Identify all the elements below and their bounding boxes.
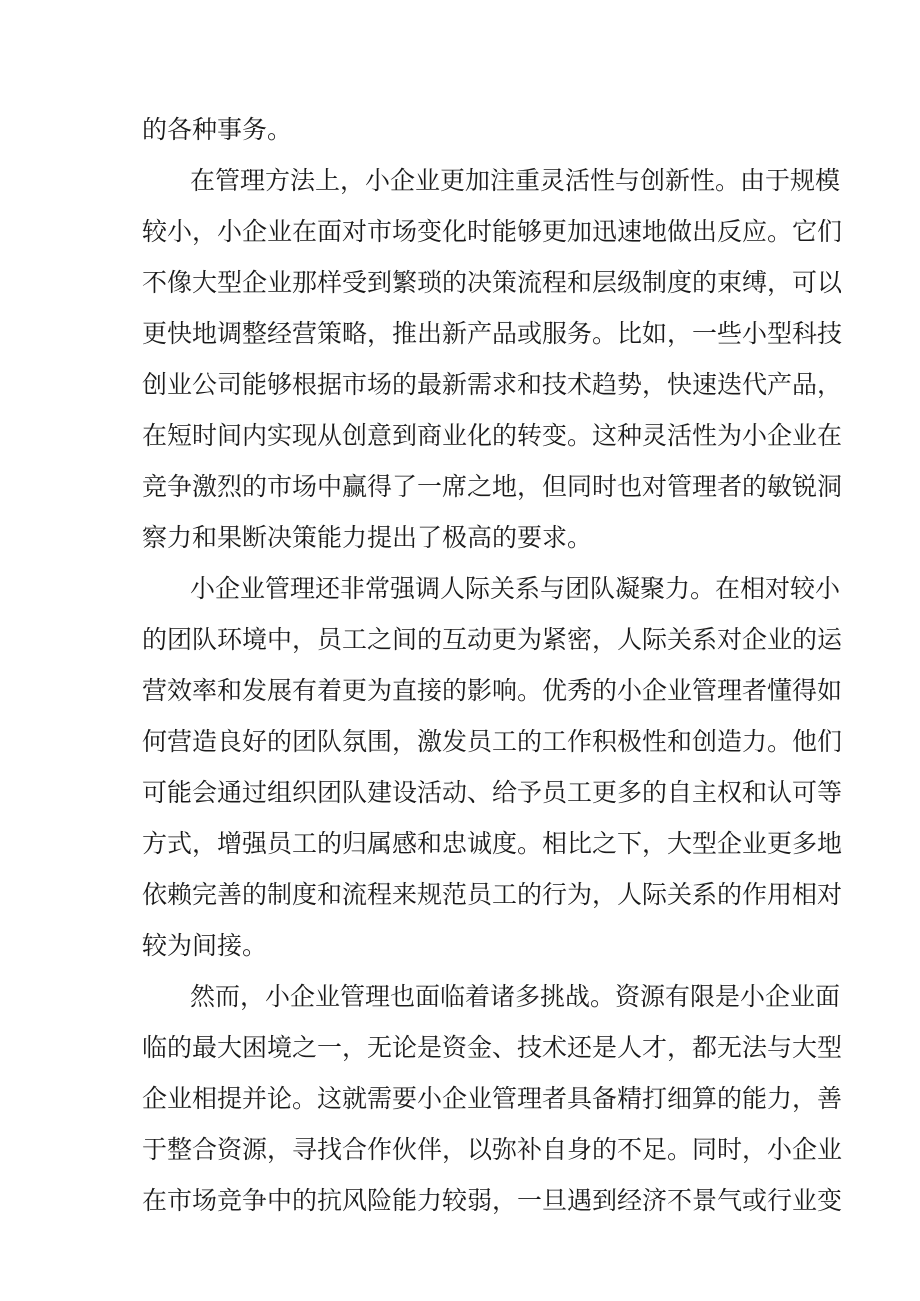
- text-line: 临的最大困境之一，无论是资金、技术还是人才，都无法与大型: [142, 1033, 843, 1062]
- text-line: 在短时间内实现从创意到商业化的转变。这种灵活性为小企业在: [142, 421, 843, 450]
- text-line: 较为间接。: [142, 931, 268, 960]
- text-line: 方式，增强员工的归属感和忠诚度。相比之下，大型企业更多地: [142, 829, 843, 858]
- text-line: 于整合资源，寻找合作伙伴，以弥补自身的不足。同时，小企业: [142, 1135, 843, 1164]
- text-line: 不像大型企业那样受到繁琐的决策流程和层级制度的束缚，可以: [142, 268, 843, 297]
- text-line: 更快地调整经营策略，推出新产品或服务。比如，一些小型科技: [142, 319, 843, 348]
- text-line: 的各种事务。: [142, 115, 293, 144]
- paragraph-first-line: 在管理方法上，小企业更加注重灵活性与创新性。由于规模: [190, 166, 841, 195]
- text-line: 何营造良好的团队氛围，激发员工的工作积极性和创造力。他们: [142, 727, 843, 756]
- text-line: 的团队环境中，员工之间的互动更为紧密，人际关系对企业的运: [142, 625, 843, 654]
- text-line: 企业相提并论。这就需要小企业管理者具备精打细算的能力，善: [142, 1084, 843, 1113]
- text-line: 依赖完善的制度和流程来规范员工的行为，人际关系的作用相对: [142, 880, 843, 909]
- paragraph-first-line: 小企业管理还非常强调人际关系与团队凝聚力。在相对较小: [190, 574, 841, 603]
- text-line: 察力和果断决策能力提出了极高的要求。: [142, 523, 593, 552]
- text-line: 可能会通过组织团队建设活动、给予员工更多的自主权和认可等: [142, 778, 843, 807]
- text-line: 竞争激烈的市场中赢得了一席之地，但同时也对管理者的敏锐洞: [142, 472, 843, 501]
- text-line: 在市场竞争中的抗风险能力较弱，一旦遇到经济不景气或行业变: [142, 1186, 843, 1215]
- text-line: 创业公司能够根据市场的最新需求和技术趋势，快速迭代产品，: [142, 370, 843, 399]
- paragraph-first-line: 然而，小企业管理也面临着诸多挑战。资源有限是小企业面: [190, 982, 841, 1011]
- text-line: 较小，小企业在面对市场变化时能够更加迅速地做出反应。它们: [142, 217, 843, 246]
- text-line: 营效率和发展有着更为直接的影响。优秀的小企业管理者懂得如: [142, 676, 843, 705]
